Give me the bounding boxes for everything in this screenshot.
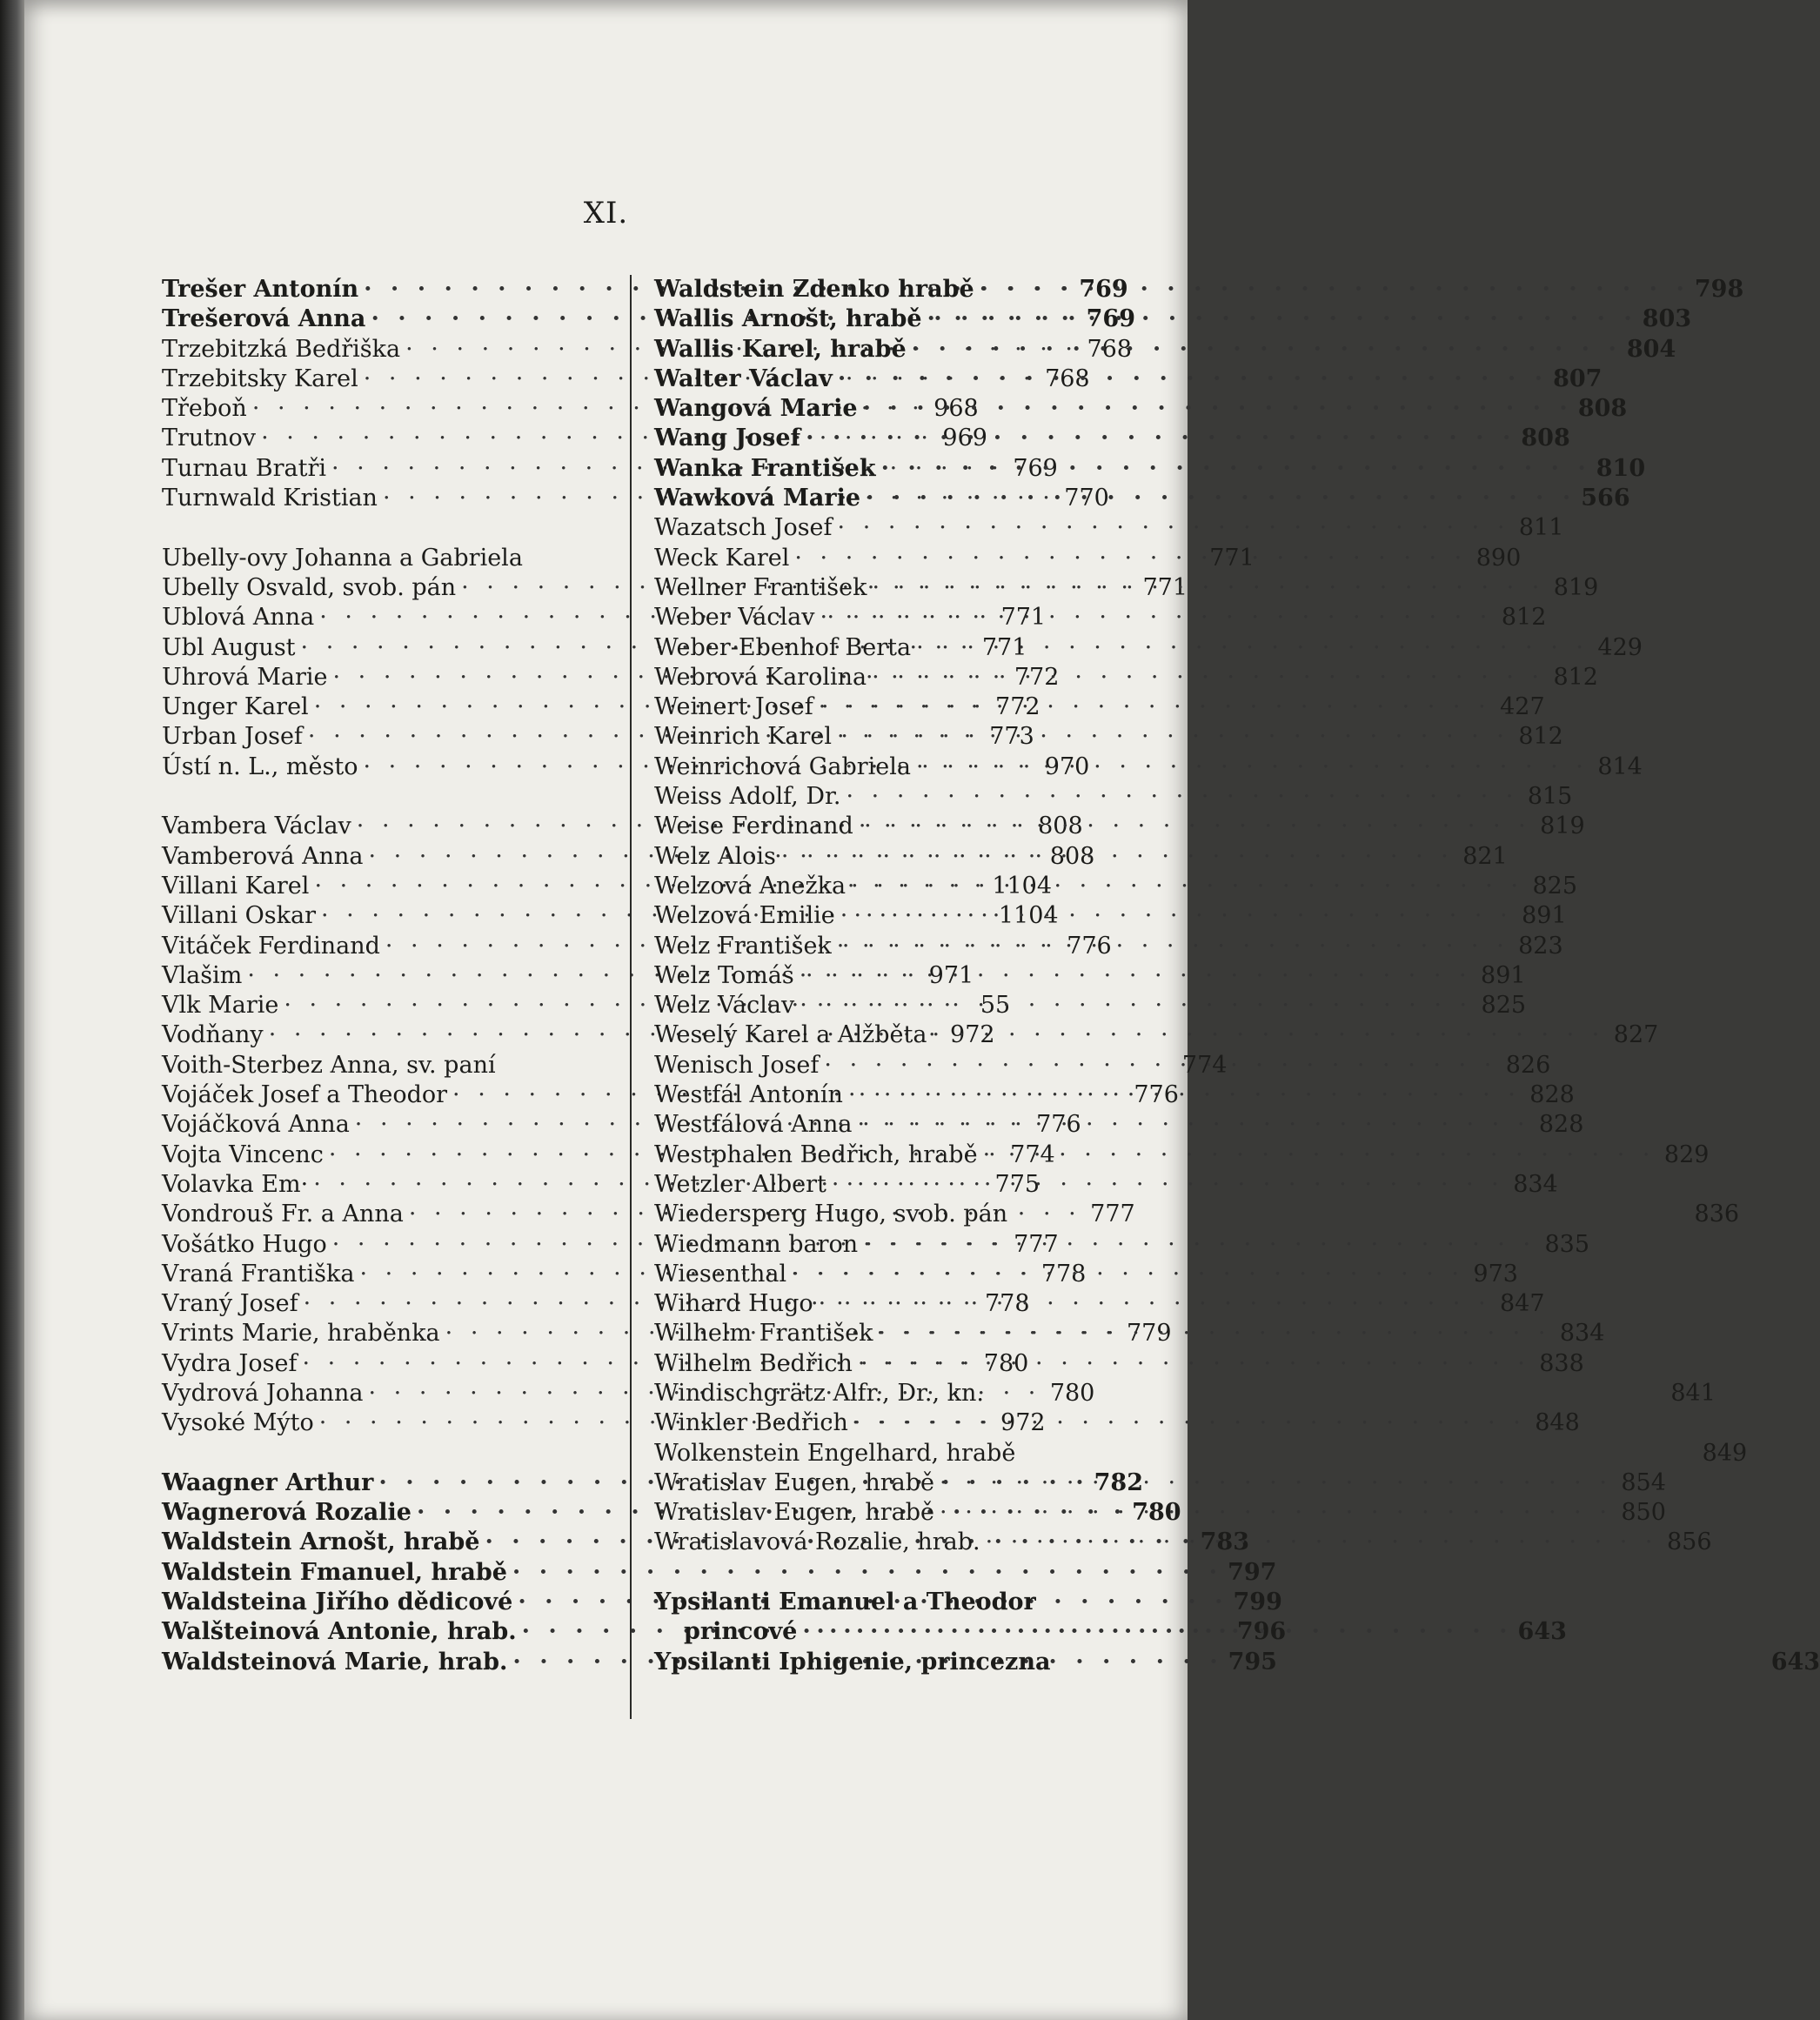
section-gap [162,513,612,543]
dot-leader [940,1468,1612,1498]
entry-page-number: 778 [984,1290,1030,1318]
dot-leader [802,1617,1512,1647]
entry-page-number: 808 [1577,395,1628,423]
dot-leader [781,842,1454,872]
entry-name: Welz Tomáš [654,961,794,989]
index-entry [654,991,1527,1020]
entry-page-number: 972 [1000,1409,1046,1437]
entry-name: Vydrová Johanna [162,1379,364,1407]
entry-name: Vodňany [162,1021,264,1049]
entry-page-number: 811 [1518,514,1564,542]
entry-page-number: 55 [980,992,1011,1020]
entry-name: Trzebitsky Karel [162,365,358,392]
entry-page-number: 969 [942,425,987,452]
entry-page-number: 779 [1126,1320,1172,1348]
entry-name: Weck Karel [654,544,790,572]
index-entry [654,663,1598,692]
entry-name: Ypsilanti Iphigenie, princezna [654,1648,1051,1676]
dot-leader [832,1170,1504,1200]
entry-name: Wang Josef [654,425,801,452]
dot-leader [800,991,1472,1020]
entry-name: Ubl August [162,633,296,661]
entry-page-number: 847 [1499,1290,1545,1318]
entry-page-number: 1104 [992,872,1053,900]
entry-page-number: 768 [1087,335,1132,363]
dot-leader [872,573,1544,603]
entry-name: Wallis Karel, hrabě [654,335,907,363]
entry-page-number: 783 [1200,1528,1250,1556]
index-entry [654,1170,1558,1200]
entry-page-number: 815 [1527,783,1573,811]
entry-page-number: 808 [1521,425,1570,452]
dot-leader [858,1110,1530,1140]
entry-name: Welzová Emilie [654,902,835,930]
entry-page-number: 798 [1694,276,1744,303]
index-entry [654,394,1628,424]
entry-page-number: 774 [1181,1051,1228,1079]
entry-name: Welz Alois [654,842,776,870]
entry-name: Unger Karel [162,693,309,721]
index-page [24,0,1820,2020]
entry-page-number: 891 [1522,902,1567,930]
dot-leader [794,544,1467,573]
entry-page-number: 970 [1044,752,1090,780]
entry-page-number: 778 [1040,1260,1087,1288]
entry-page-number: 797 [1228,1558,1277,1586]
entry-name: Wiedersperg Hugo, svob. pán [654,1201,1008,1228]
index-entry [654,1349,1584,1379]
entry-name: Waagner Arthur [162,1468,374,1496]
entry-page-number: 890 [1475,544,1522,572]
index-entry [654,901,1567,931]
dot-leader [792,1260,1464,1289]
entry-page-number: 427 [1500,693,1545,721]
entry-name: Turnwald Kristian [162,485,378,512]
dot-leader [824,1051,1496,1080]
entry-page-number: 848 [1535,1409,1580,1437]
entry-page-number: 828 [1529,1081,1575,1109]
index-entry [654,513,1564,543]
index-entry [654,1408,1580,1438]
entry-page-number: 825 [1532,872,1578,900]
dot-leader [916,633,1589,663]
entry-name: Villani Karel [162,872,310,900]
entry-page-number: 770 [1064,485,1109,512]
entry-name: Volavka Em· [162,1170,309,1198]
entry-page-number: 776 [1134,1081,1179,1109]
entry-page-number: 1104 [998,902,1059,930]
dot-leader [806,424,1516,453]
entry-page-number: 808 [1038,813,1083,840]
entry-page-number: 803 [1642,305,1692,333]
index-entry [654,722,1563,752]
entry-name: Weber-Ebenhof Berta [654,633,912,661]
index-entry [654,932,1563,961]
entry-name: Westphalen Bedřich, hrabě [654,1140,978,1168]
entry-name: Ypsilanti Emanuel a Theodor [654,1589,1036,1616]
dot-leader [838,513,1510,543]
entry-name: Vondrouš Fr. a Anna [162,1201,404,1228]
entry-page-number: 812 [1553,663,1598,691]
entry-name: Ústí n. L., město [162,752,358,780]
entry-page-number: 828 [1538,1111,1584,1139]
dot-leader [846,782,1519,812]
entry-name: Vlk Marie [162,992,279,1020]
entry-page-number: 799 [1233,1589,1282,1616]
entry-page-number: 812 [1501,604,1547,632]
entry-name: Vojáčková Anna [162,1111,350,1139]
index-entry [654,603,1547,632]
dot-leader [853,1408,1526,1438]
dot-leader [838,365,1548,394]
entry-name: Ublová Anna [162,604,315,632]
entry-name: Weber Václav [654,604,815,632]
entry-name: Uhrová Marie [162,663,328,691]
entry-name: Vydra Josef [162,1349,298,1377]
dot-leader [863,1230,1536,1260]
entry-name: Urban Josef [162,723,303,751]
entry-page-number: 807 [1553,365,1603,392]
section-gap [162,1439,612,1468]
entry-name: Weinert Josef [654,693,813,721]
entry-name: Weise Ferdinand [654,813,853,840]
entry-name: Weinrich Karel [654,723,832,751]
index-entry [654,1588,1102,1617]
entry-page-number: 796 [1236,1618,1287,1646]
entry-name: Winkler Bedřich [654,1409,848,1437]
entry-page-number: 771 [981,633,1027,661]
entry-page-number: 771 [1209,544,1255,572]
column-divider [630,275,632,1719]
entry-name: Trzebitzká Bedřiška [162,335,401,363]
dot-leader [800,961,1472,991]
entry-page-number: 771 [1142,573,1188,601]
index-entry [654,752,1643,782]
index-entry [654,1439,1748,1468]
entry-name: Třeboň [162,395,247,423]
entry-page-number: 804 [1626,335,1676,363]
entry-name: Vojta Vincenc [162,1140,324,1168]
dot-leader [983,1140,1656,1170]
index-entry [654,842,1508,872]
index-entry [162,1558,1277,1588]
entry-page-number: 780 [1132,1499,1181,1527]
dot-leader [837,722,1509,752]
entry-page-number: 891 [1481,961,1526,989]
dot-leader [851,872,1523,901]
entry-name: Trešer Antonín [162,276,359,303]
entry-page-number: 777 [1090,1201,1135,1228]
index-entry [654,1140,1710,1170]
entry-page-number: 814 [1597,752,1643,780]
entry-name: Vojáček Josef a Theodor [162,1081,448,1109]
dot-leader [848,1080,1521,1110]
index-entry [654,961,1526,991]
entry-page-number: 841 [1670,1379,1716,1407]
entry-name: Wilhelm František [654,1320,873,1348]
entry-name: Vošátko Hugo [162,1230,327,1258]
entry-name: Walter Václav [654,365,833,392]
dot-leader [820,603,1493,632]
entry-name: Wilhelm Bedřich [654,1349,853,1377]
entry-page-number: 827 [1613,1021,1659,1049]
entry-page-number: 849 [1702,1439,1748,1467]
dot-leader [980,275,1690,304]
section-gap [654,1558,1102,1588]
entry-name: Ubelly-ovy Johanna a Gabriela [162,544,523,572]
entry-page-number: 780 [1049,1379,1095,1407]
index-entry [654,484,1630,513]
entry-name: Waldsteina Jiřího dědicové [162,1589,513,1616]
entry-page-number: 772 [1014,663,1060,691]
entry-page-number: 823 [1518,932,1563,960]
entry-page-number: 769 [1086,305,1136,333]
entry-page-number: 835 [1544,1230,1590,1258]
entry-page-number: 968 [933,395,979,423]
entry-page-number: 774 [1010,1140,1055,1168]
dot-leader [927,304,1637,334]
entry-page-number: 836 [1694,1201,1740,1228]
entry-page-number: 972 [950,1021,995,1049]
entry-page-number: 777 [1014,1230,1059,1258]
index-entry [654,1020,1659,1050]
entry-name: Welzová Anežka [654,872,846,900]
entry-name: Welz Václav [654,992,795,1020]
entry-page-number: 812 [1518,723,1563,751]
entry-page-number: 643 [1770,1648,1820,1676]
entry-page-number: 810 [1596,454,1646,482]
index-entry [654,692,1545,722]
entry-name: Waldstein Fmanuel, hrabě [162,1558,507,1586]
entry-page-number: 643 [1517,1618,1567,1646]
entry-page-number: 775 [994,1170,1040,1198]
entry-page-number: 566 [1581,485,1630,512]
entry-name: Westfálová Anna [654,1111,853,1139]
entry-name: Vamberová Anna [162,842,364,870]
index-entry [654,424,1570,453]
entry-name: Vraná Františka [162,1260,355,1288]
entry-name: Wellner František [654,573,867,601]
entry-name: Vraný Josef [162,1290,298,1318]
entry-page-number: 769 [1079,276,1128,303]
entry-name: Turnau Bratři [162,454,326,482]
entry-name: Vitáček Ferdinand [162,932,380,960]
entry-page-number: 973 [1473,1260,1518,1288]
entry-name: Wiesenthal [654,1260,787,1288]
entry-name: Vambera Václav [162,813,351,840]
entry-name: Trešerová Anna [162,305,366,333]
entry-name: Ubelly Osvald, svob. pán [162,573,457,601]
entry-name: Webrová Karolina [654,663,867,691]
index-entry [654,1230,1590,1260]
entry-page-number: 825 [1481,992,1527,1020]
index-entry [654,365,1603,394]
entry-page-number: 821 [1462,842,1508,870]
index-entry [654,782,1573,812]
index-entry [654,1289,1545,1319]
entry-name: Wazatsch Josef [654,514,833,542]
entry-page-number: 854 [1621,1468,1666,1496]
entry-page-number: 771 [1000,604,1047,632]
entry-name: Villani Oskar [162,902,316,930]
entry-page-number: 829 [1663,1140,1710,1168]
section-gap [162,782,612,812]
entry-name: Wawková Marie [654,485,861,512]
entry-name: Waldsteinová Marie, hrab. [162,1648,508,1676]
entry-name: Wratislav Eugen, hrabě [654,1499,935,1527]
dot-leader [837,932,1509,961]
entry-page-number: 776 [1067,932,1112,960]
entry-name: Wangová Marie [654,395,858,423]
entry-page-number: 773 [989,723,1034,751]
index-entry [654,1379,1716,1408]
dot-leader [866,484,1576,513]
dot-leader [879,1319,1551,1348]
dot-leader [916,752,1589,782]
entry-page-number: 768 [1045,365,1090,392]
index-entry [654,1110,1584,1140]
entry-name: Wetzler Albert [654,1170,826,1198]
book-gutter [0,0,24,2020]
entry-name: Waldstein Arnošt, hrabě [162,1528,480,1556]
entry-name: Wratislav Eugen, hrabě [654,1468,935,1496]
entry-name: Waldstein Zdenko hrabě [654,276,974,303]
entry-page-number: 776 [1036,1111,1081,1139]
entry-page-number: 429 [1597,633,1643,661]
index-entry [654,454,1646,484]
entry-page-number: 808 [1049,842,1095,870]
entry-page-number: 850 [1621,1499,1666,1527]
dot-leader [819,1289,1491,1319]
entry-page-number: 819 [1553,573,1599,601]
entry-name: Wratislavová Rozalie, hrab. [654,1528,980,1556]
dot-leader [932,1020,1604,1050]
entry-name: Vrints Marie, hraběnka [162,1320,440,1348]
entry-page-number: 826 [1505,1051,1551,1079]
page-number: XI. [583,196,629,231]
index-entry [654,633,1643,663]
entry-name: Westfál Antonín [654,1081,843,1109]
dot-leader [881,454,1591,484]
dot-leader [859,812,1531,841]
entry-page-number: 819 [1540,813,1585,840]
entry-name: princové [684,1618,798,1646]
entry-name: Wenisch Josef [654,1051,820,1079]
index-entry [654,1260,1518,1289]
entry-page-number: 769 [1013,454,1058,482]
entry-page-number: 834 [1559,1320,1605,1348]
dot-leader [858,1349,1530,1379]
index-entry [654,872,1578,901]
entry-name: Walšteinová Antonie, hrab. [162,1618,517,1646]
dot-leader [872,663,1544,692]
dot-leader [940,1498,1612,1528]
dot-leader [840,901,1513,931]
entry-name: Weselý Karel a Alžběta [654,1021,927,1049]
entry-name: Wallis Arnošt, hrabě [654,305,922,333]
entry-name: Wiedmann baron [654,1230,859,1258]
entry-page-number: 772 [995,693,1040,721]
entry-name: Voith-Sterbez Anna, sv. paní [162,1051,496,1079]
entry-page-number: 856 [1666,1528,1712,1556]
index-entry [654,812,1585,841]
dot-leader [819,692,1491,722]
entry-name: Windischgrätz Alfr., Dr., kn. [654,1379,985,1407]
entry-name: Vysoké Mýto [162,1409,314,1437]
entry-name: Wolkenstein Engelhard, hrabě [654,1439,1016,1467]
entry-name: Wanka František [654,454,876,482]
entry-name: Wagnerová Rozalie [162,1499,412,1527]
entry-page-number: 795 [1228,1648,1277,1676]
entry-name: Weinrichová Gabriela [654,752,911,780]
dot-leader [986,1528,1658,1557]
entry-name: Weiss Adolf, Dr. [654,783,841,811]
entry-page-number: 782 [1094,1468,1143,1496]
entry-name: Vlašim [162,961,243,989]
entry-page-number: 971 [928,961,974,989]
entry-page-number: 834 [1513,1170,1558,1198]
dot-leader [912,335,1622,365]
dot-leader [863,394,1573,424]
entry-page-number: 838 [1539,1349,1584,1377]
entry-name: Wihard Hugo [654,1290,813,1318]
entry-name: Welz František [654,932,832,960]
entry-page-number: 780 [983,1349,1029,1377]
entry-name: Trutnov [162,425,257,452]
